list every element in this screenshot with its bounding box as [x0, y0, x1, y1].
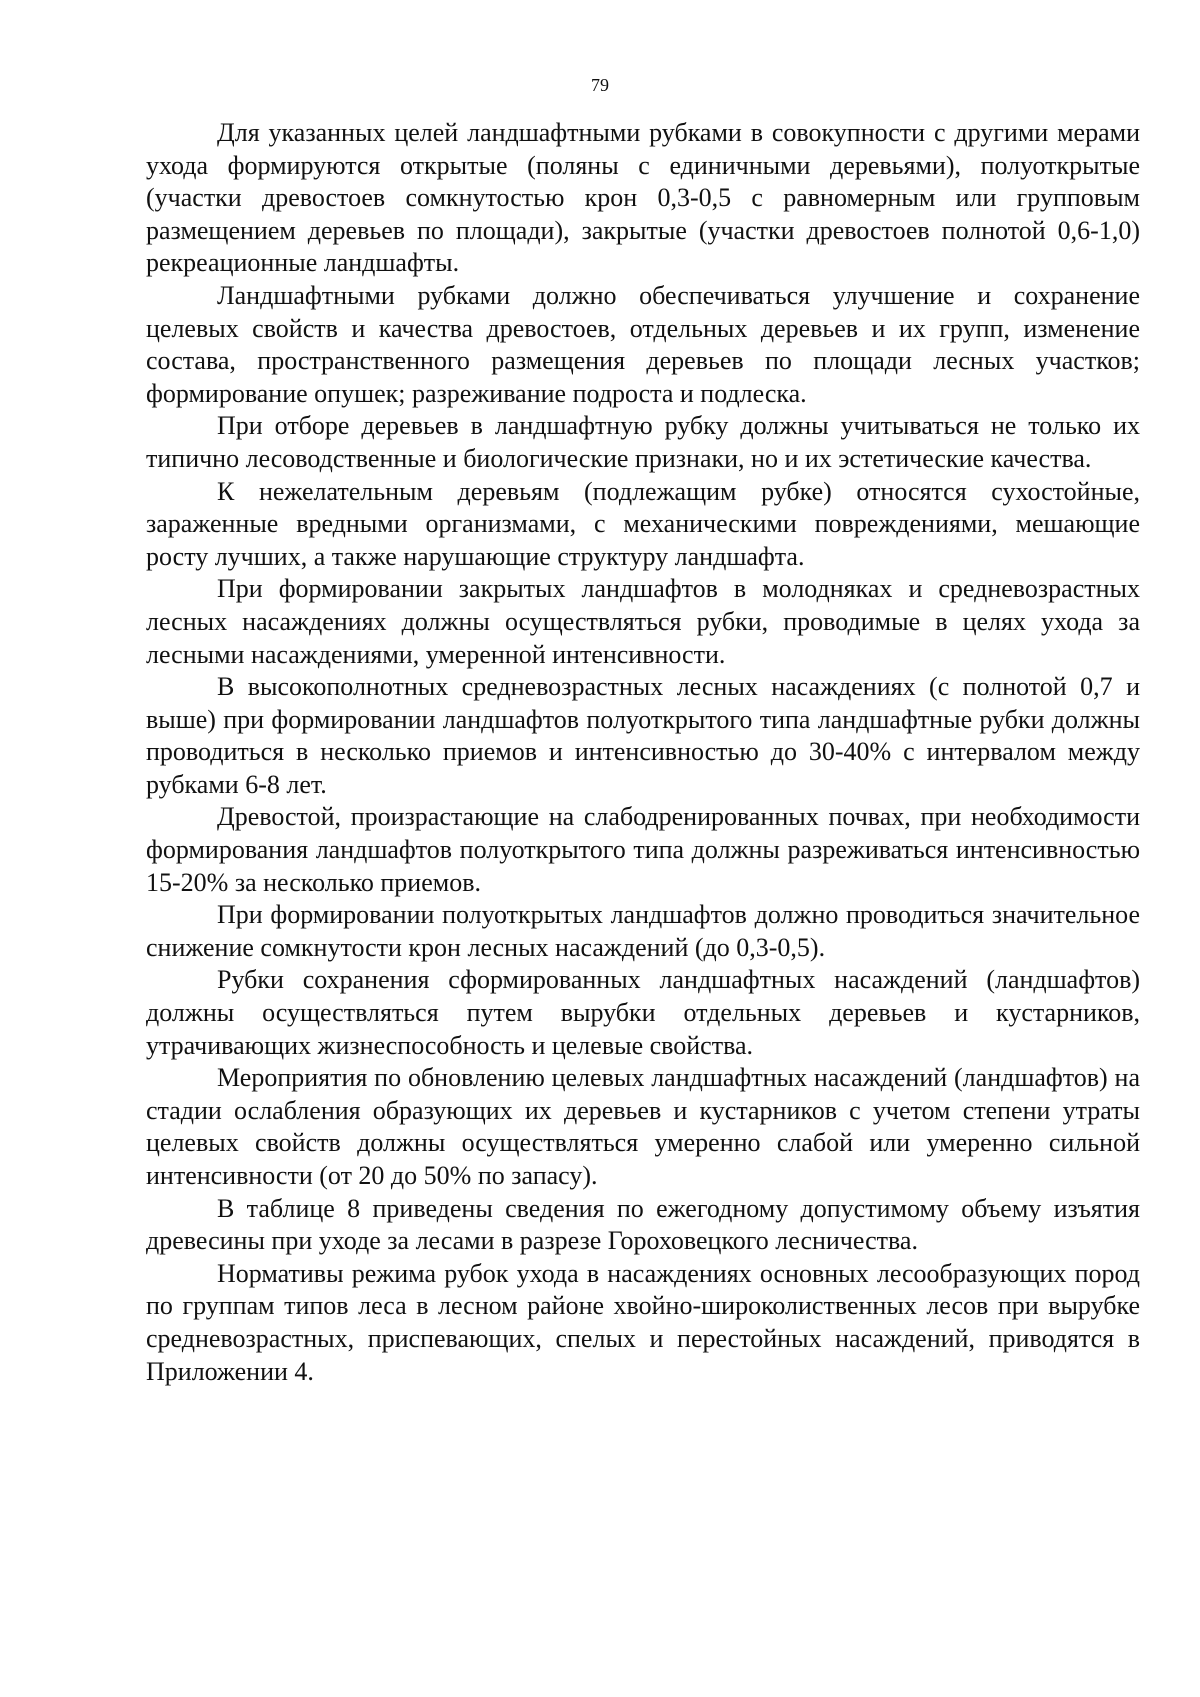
- document-body: [146, 117, 1140, 1388]
- paragraph: Ландшафтными рубками должно обеспечиваться улучшение и сохранение целевых свойств и качества древостоев, отдельных деревьев и их групп, изменение состава, пространственного размещения деревьев по площади лесных участков; формирование опушек; разреживание подроста и подлеска.: [146, 280, 1140, 408]
- paragraph: При отборе деревьев в ландшафтную рубку должны учитываться не только их типично лесоводственные и биологические признаки, но и их эстетические качества.: [146, 411, 1140, 473]
- paragraph: Для указанных целей ландшафтными рубками в совокупности с другими мерами ухода формируются открытые (поляны с единичными деревьями), полуоткрытые (участки древостоев сомкнутостью крон 0,3-0,5 с равномерным или групповым размещением деревьев по площади), закрытые (участки древостоев полнотой 0,6-1,0) рекреационные ландшафты.: [146, 118, 1140, 278]
- paragraph: При формировании закрытых ландшафтов в молодняках и средневозрастных лесных насаждениях должны осуществляться рубки, проводимые в целях ухода за лесными насаждениями, умеренной интенсивности.: [146, 574, 1140, 669]
- page-number: 79: [591, 75, 609, 95]
- paragraph: При формировании полуоткрытых ландшафтов должно проводиться значительное снижение сомкнутости крон лесных насаждений (до 0,3-0,5).: [146, 900, 1140, 962]
- paragraph: Мероприятия по обновлению целевых ландшафтных насаждений (ландшафтов) на стадии ослабления образующих их деревьев и кустарников с учетом степени утраты целевых свойств должны осуществляться умеренно слабой или умеренно сильной интенсивности (от 20 до 50% по запасу).: [146, 1063, 1140, 1190]
- paragraph: Рубки сохранения сформированных ландшафтных насаждений (ландшафтов) должны осуществляться путем вырубки отдельных деревьев и кустарников, утрачивающих жизнеспособность и целевые свойства.: [146, 965, 1140, 1060]
- paragraph: Древостой, произрастающие на слабодренированных почвах, при необходимости формирования ландшафтов полуоткрытого типа должны разреживаться интенсивностью 15-20% за несколько приемов.: [146, 802, 1140, 897]
- paragraph: В высокополнотных средневозрастных лесных насаждениях (с полнотой 0,7 и выше) при формировании ландшафтов полуоткрытого типа ландшафтные рубки должны проводиться в несколько приемов и интенсивностью до 30-40% с интервалом между рубками 6-8 лет.: [146, 672, 1140, 799]
- paragraph: К нежелательным деревьям (подлежащим рубке) относятся сухостойные, зараженные вредными организмами, с механическими повреждениями, мешающие росту лучших, а также нарушающие структуру ландшафта.: [146, 476, 1140, 571]
- paragraph: В таблице 8 приведены сведения по ежегодному допустимому объему изъятия древесины при уходе за лесами в разрезе Гороховецкого лесничества.: [146, 1193, 1140, 1256]
- paragraph: Нормативы режима рубок ухода в насаждениях основных лесообразующих пород по группам типов леса в лесном районе хвойно-широколиственных лесов при вырубке средневозрастных, приспевающих, спелых и перестойных насаждений, приводятся в Приложении 4.: [146, 1258, 1140, 1386]
